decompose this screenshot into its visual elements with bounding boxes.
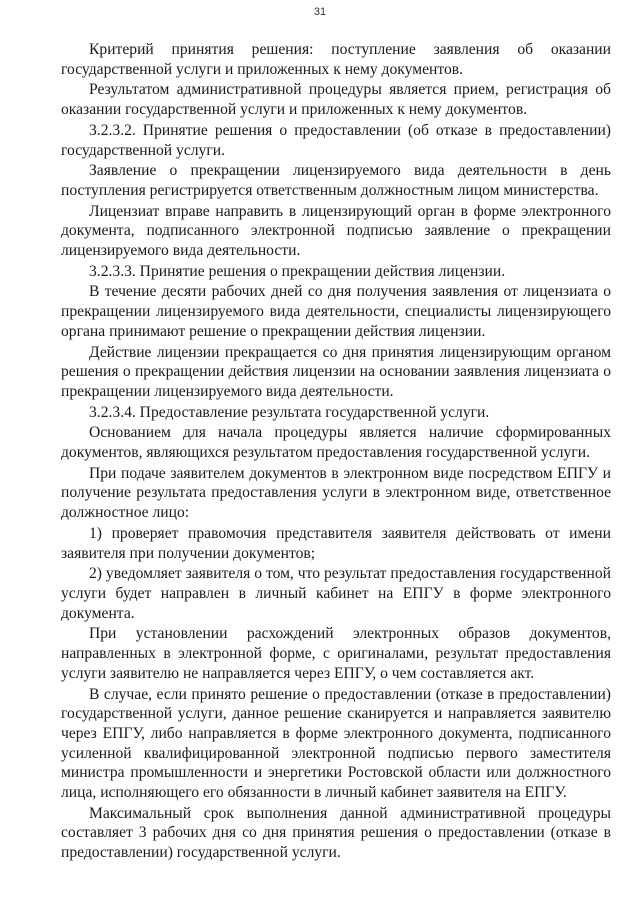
paragraph-procedure-result: Результатом административной процедуры является прием, регистрация об оказании государственной услуги и приложенных к нему документов. (61, 81, 611, 119)
paragraph-decision-criterion: Критерий принятия решения: поступление заявления об оказании государственной услуги и приложенных к нему документов. (61, 41, 611, 78)
paragraph-electronic-submission-epgu: При подаче заявителем документов в электронном виде посредством ЕПГУ и получение результата предоставления услуги в электронном виде, ответственное должностное лицо: (61, 464, 611, 522)
paragraph-procedure-basis: Основанием для начала процедуры является наличие сформированных документов, являющихся результатом предоставления государственной услуги. (61, 424, 611, 462)
page-number: 31 (313, 6, 327, 18)
paragraph-termination-application: Заявление о прекращении лицензируемого вида деятельности в день поступления регистрируется ответственным должностным лицом министерства. (61, 162, 611, 199)
paragraph-license-termination: Действие лицензии прекращается со дня принятия лицензирующим органом решения о прекращении действия лицензии на основании заявления лицензиата о прекращении лицензируемого вида деятельности. (61, 343, 611, 400)
paragraph-licensee-electronic-submission: Лицензиат вправе направить в лицензирующий орган в форме электронного документа, подписанного электронной подписью заявление о прекращении лицензируемого вида деятельности. (61, 202, 611, 260)
list-item-1-check-authority: 1) проверяет правомочия представителя заявителя действовать от имени заявителя при получении документов; (61, 524, 611, 562)
paragraph-maximum-duration: Максимальный срок выполнения данной административной процедуры составляет 3 рабочих дня со дня принятия решения о предоставлении (отказе в предоставлении) государственной услуги. (61, 804, 611, 862)
paragraph-decision-scanning: В случае, если принято решение о предоставлении (отказе в предоставлении) государственной услуги, данное решение сканируется и направляется заявителю через ЕПГУ, либо направляется в форме электронного документа, подписанного усиленной квалифицированной электронной подписью первого заместителя министра промышленности и энергетики Ростовской области или должностного лица, исполняющего его обязанности в личный кабинет заявителя на ЕПГУ. (61, 685, 611, 802)
paragraph-section-3-2-3-4: 3.2.3.4. Предоставление результата государственной услуги. (89, 403, 490, 421)
paragraph-discrepancies: При установлении расхождений электронных образов документов, направленных в электронной форме, с оригиналами, результат предоставления услуги заявителю не направляется через ЕПГУ, о чем составляется акт. (61, 625, 611, 682)
paragraph-ten-working-days: В течение десяти рабочих дней со дня получения заявления от лицензиата о прекращении лицензируемого вида деятельности, специалисты лицензирующего органа принимают решение о прекращении действия лицензии. (61, 283, 611, 340)
paragraph-section-3-2-3-2: 3.2.3.2. Принятие решения о предоставлении (об отказе в предоставлении) государственной услуги. (61, 121, 611, 159)
list-item-2-notify-applicant: 2) уведомляет заявителя о том, что результат предоставления государственной услуги будет направлен в личный кабинет на ЕПГУ в форме электронного документа. (61, 565, 611, 622)
document-body (61, 40, 611, 863)
paragraph-section-3-2-3-3: 3.2.3.3. Принятие решения о прекращении действия лицензии. (89, 262, 506, 280)
